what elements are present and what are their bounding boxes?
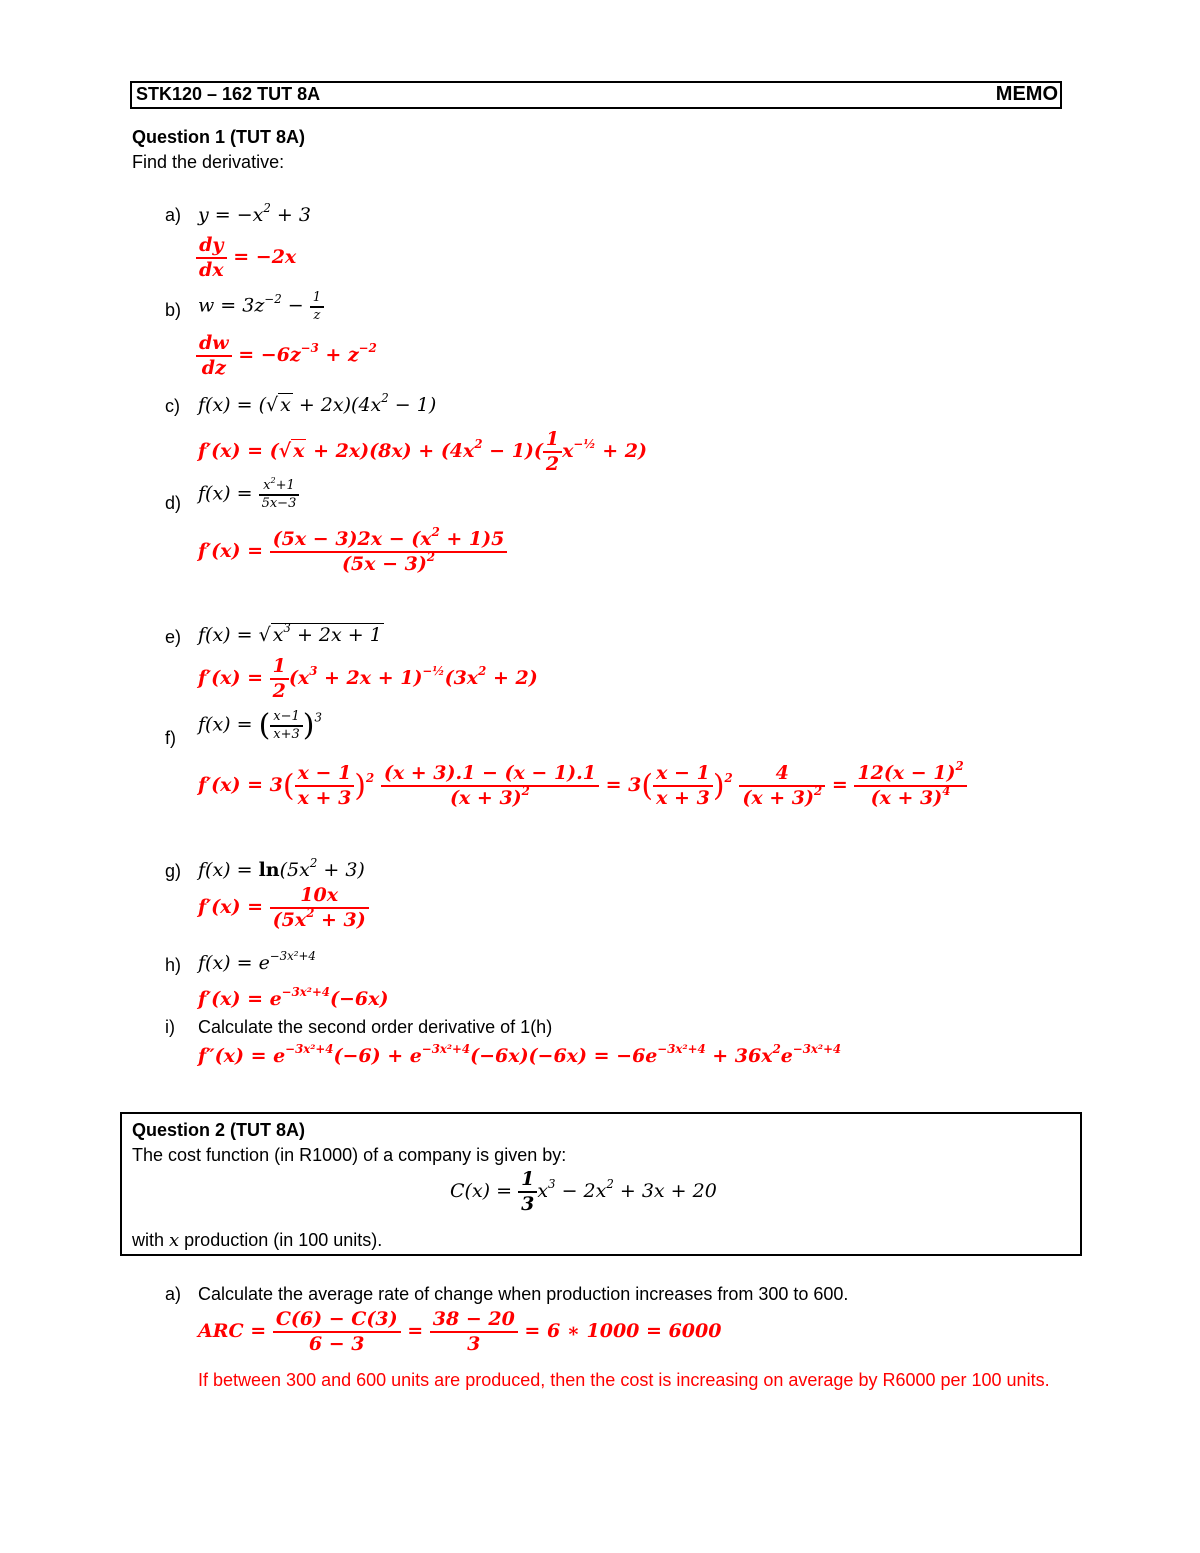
label-d: d) (165, 493, 182, 513)
q1c-expression: f(x) = (√ $x + 2x)(4x^2 - 1)$ (198, 391, 437, 416)
q1c-answer: f′(x) = (√ $x + 2x)(8x) + (4x^2 - 1)$( $\frac{1}{2}$ $x^{-\frac{1}{2}} + 2$) (198, 428, 647, 475)
q2-intro: The cost function (in R1000) of a company is given by: (132, 1145, 567, 1165)
q1g-expression: $f(x) = \ln(5x^2 + 3)$ (198, 856, 365, 881)
label-e: e) (165, 627, 182, 647)
label-i: i) (165, 1017, 175, 1037)
label-b: b) (165, 300, 182, 320)
q1b-expression: $w = 3z^{-2}$ − $\frac{1}{z}$ (198, 290, 324, 323)
q1e-answer: f′(x) = $\frac{1}{2}$ $(x^3 + 2x + 1)^{-\frac{1}{2}}(3x^2 + 2)$ (198, 655, 538, 702)
q2-label-a: a) (165, 1284, 182, 1304)
memo-label: MEMO (995, 83, 1058, 105)
q2-with-pre: with (132, 1230, 170, 1250)
label-a: a) (165, 205, 182, 225)
q2-with-post: production (in 100 units). (179, 1230, 383, 1250)
label-f: f) (165, 728, 176, 748)
q1g-answer: f′(x) = $\frac{10x}{(5x^2 + 3)}$ (198, 884, 369, 932)
q1d-answer: f′(x) = $\frac{(5x - 3)2x - (x^2 + 1)5}{(5x - 3)^2}$ (198, 528, 507, 576)
label-g: g) (165, 861, 182, 881)
q1i-answer: $f''(x) = e^{-3x^2+4}(-6) + e^{-3x^2+4}(-6x)(-6x) = -6e^{-3x^2+4} + 36x^2e^{-3x^2+4}$ (198, 1042, 842, 1067)
label-c: c) (165, 396, 180, 416)
q2-title: Question 2 (TUT 8A) (132, 1120, 306, 1140)
q2a-text: Calculate the average rate of change when production increases from 300 to 600. (198, 1284, 849, 1304)
q2a-conclusion: If between 300 and 600 units are produced, then the cost is increasing on average by R6000 per 100 units. (198, 1370, 1050, 1390)
q2-box (120, 1112, 1082, 1256)
q1h-answer: $f'(x) = e^{-3x^2+4}(-6x)$ (198, 985, 389, 1010)
q1d-expression: f(x) = $\frac{x^2+1}{5x-3}$ (198, 478, 299, 511)
q2-with-line (132, 1230, 382, 1251)
q1i-text: Calculate the second order derivative of 1(h) (198, 1017, 553, 1037)
label-h: h) (165, 955, 182, 975)
q2a-answer: ARC = $\frac{C(6) - C(3)}{6 - 3}$ = $\frac{38 - 20}{3}$ = 6 ∗ 1000 = 6000 (198, 1308, 722, 1355)
q1h-expression: $f(x) = e^{-3x^2+4}$ (198, 949, 316, 974)
q1e-expression: f(x) = √ $x^3 + 2x + 1$ (198, 621, 382, 646)
course-code: STK120 – 162 TUT 8A (136, 84, 321, 104)
q1f-answer: f′(x) = 3( $\frac{x - 1}{x + 3}$ )$^2$ $\frac{(x + 3).1 - (x - 1).1}{(x + 3)^2}$ = 3( $\frac{x - 1}{x + 3}$ )$^2$ $\frac{4}{(x + 3)^2}$ = $\frac{12(x - 1)^2}{(x + 3)^4}$ (198, 762, 967, 810)
q1-title: Question 1 (TUT 8A) (132, 127, 306, 147)
q1a-answer: $\frac{dy}{dx}$ = −2x (196, 234, 296, 282)
q1a-expression: $y = -x^2 + 3$ (198, 201, 311, 226)
q2-with-var: x (169, 1230, 180, 1251)
header-box (130, 81, 1062, 109)
cost-function: C(x) = $\frac{1}{3}$ $x^3 - 2x^2 + 3x + 20$ (450, 1168, 717, 1215)
q1f-expression: f(x) = ( $\frac{x-1}{x+3}$ )$^3$ (198, 708, 323, 743)
q1b-answer: $\frac{dw}{dz}$ = $-6z^{-3} + z^{-2}$ (196, 332, 377, 380)
q1-instruction: Find the derivative: (132, 152, 285, 172)
